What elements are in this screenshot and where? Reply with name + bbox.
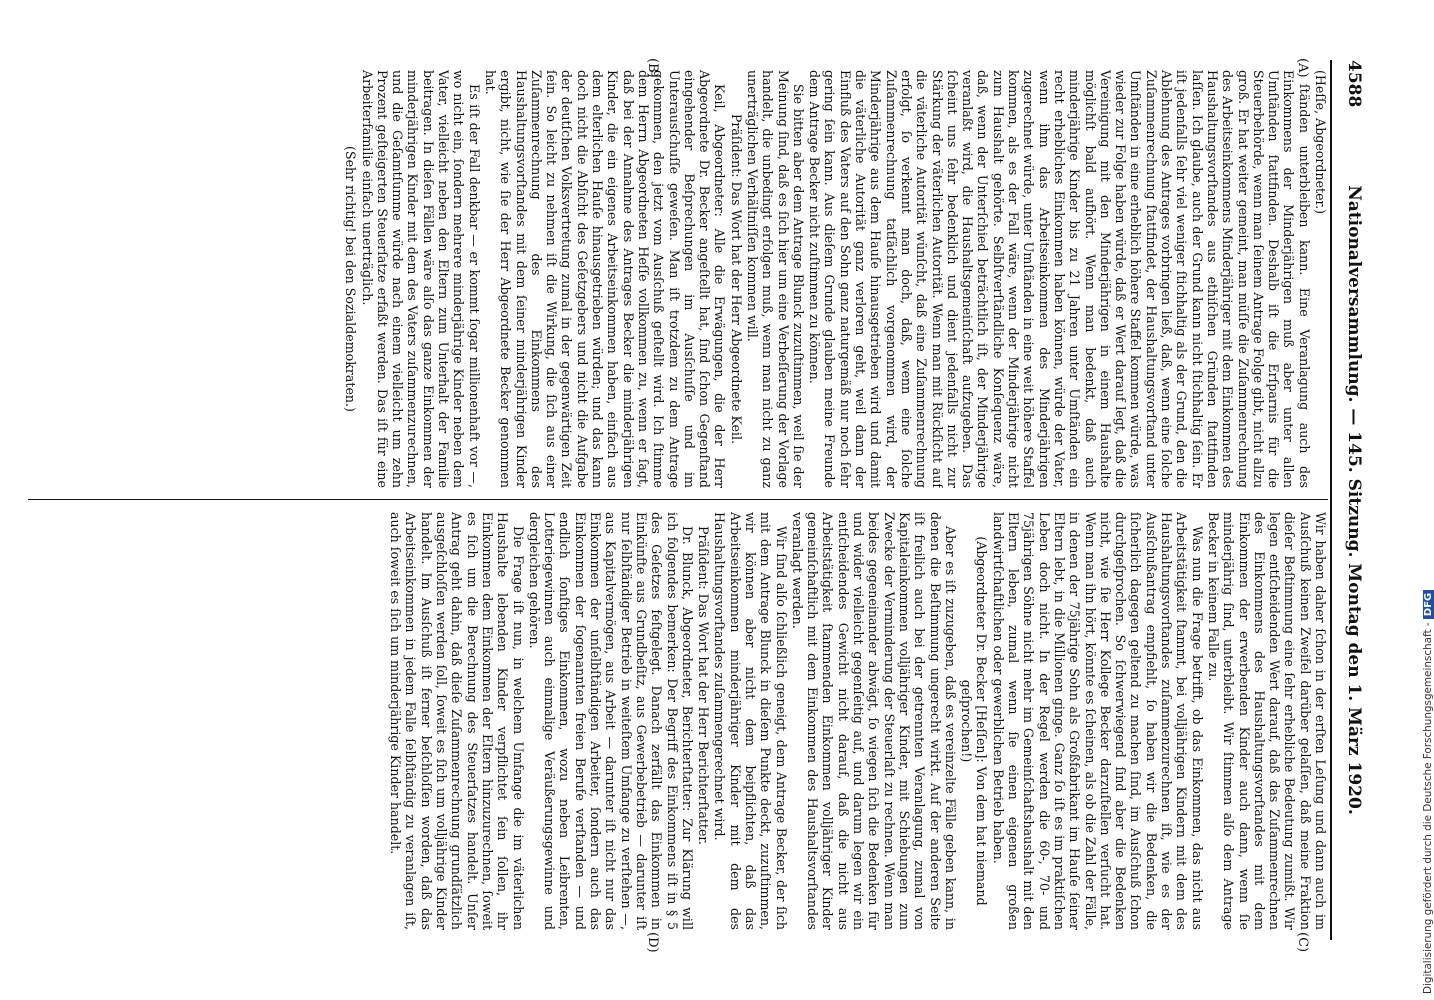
president-line: Präſident: Das Wort hat der Herr Abgeordnete Keil. <box>728 113 744 445</box>
page-title: Nationalversammlung. — 145. Sitzung. Montag den 1. März 1920. <box>1344 185 1364 815</box>
left-column <box>20 70 1328 488</box>
paragraph: Es iſt der Fall denkbar — er kommt ſogar millionenhaft vor —, wo nicht ein, ſondern mehrere minderjährige Kinder neben dem Vater, vielleicht neben den Eltern zum Unterhalt der Familie beitragen. In dieſen Fällen wäre alſo das ganze Einkommen der minderjährigen Kinder mit dem des Vaters zuſammenzurechnen, und die Geſamtſumme würde nach einem vielleicht um zehn Prozent geſteigerten Steuerſatze erfaßt werden. Das iſt für eine Arbeiterfamilie einfach unerträglich. <box>359 70 482 488</box>
page-header <box>1336 60 1376 940</box>
digitization-credit <box>1408 6 1434 996</box>
paragraph: Wir ſind alſo ſchließlich geneigt, dem Antrage Becker, der ſich mit dem Antrage Blunck in dieſem Punkte deckt, zuzuſtimmen, wir können aber nicht dem beipflichten, daß das Arbeitseinkommen minderjähriger Kinder mit dem des Haushaltungsvorſtandes zuſammengerechnet wird. <box>712 512 789 930</box>
column-divider <box>28 499 1328 500</box>
paragraph: Dr. Blunck, Abgeordneter, Berichterſtatter: Zur Klärung will ich folgendes bemerken: Der Begriff des Einkommens iſt in § 5 des Geſetzes feſtgelegt. Danach zerfällt das Einkommen in Einkünfte aus Grundbeſitz, aus Gewerbebetrieb — darunter iſt nur ſelbſtändiger Betrieb in weiteſtem Umfange zu verſtehen —, aus Kapitalvermögen, aus Arbeit — darunter iſt nicht nur das Einkommen der unſelbſtändigen Arbeiter, ſondern auch das Einkommen der ſogenannten freien Berufe verſtanden — und endlich ſonſtiges Einkommen, wozu neben Leibrenten, Lotteriegewinnen auch einmalige Veräußerungsgewinne und dergleichen gehören. <box>526 512 695 930</box>
margin-mark-b: (B) <box>645 58 660 78</box>
paragraph: Aber es iſt zuzugeben, daß es vereinzelte Fälle geben kann, in denen die Beſtimmung ungerecht wirkt. Auf der anderen Seite iſt freilich auch bei der getrennten Veranlagung, zumal von Kapitaleinkommen volljähriger Kinder, mit Schiebungen zum Zwecke der Verminderung der Steuerlaſt zu rechnen. Wenn man beides gegeneinander abwägt, ſo wiegen ſich die Bedenken für und wider vielleicht gegenſeitig auf, und darum legen wir ein entſcheidendes Gewicht nicht darauf, daß die nicht aus Arbeitstätigkeit ſtammenden Einkommen volljähriger Kinder gemeinſchaftlich mit dem Einkommen des Haushaltsvorſtandes veranlagt werden. <box>789 512 958 930</box>
dfg-logo: DFG <box>1423 590 1434 619</box>
paragraph: Was nun die Frage betrifft, ob das Einkommen, das nicht aus Arbeitstätigkeit ſtammt, bei volljährigen Kindern mit dem des Haushaltungsvorſtandes zuſammenzurechnen iſt, wie es der Ausſchußantrag empfiehlt, ſo haben wir die Bedenken, die ſicherlich dagegen geltend zu machen ſind, im Ausſchuß ſchon durchgeſprochen. So ſchwerwiegend ſind aber die Bedenken nicht, wie ſie Herr Kollege Becker darzuſtellen verſucht hat. Wenn man ihn hört, könnte es ſcheinen, als ob die Zahl der Fälle, in denen der 75jährige Sohn als Großfabrikant im Hauſe ſeiner Eltern lebt, in die Millionen ginge. Ganz ſo iſt es im praktiſchen Leben doch nicht. In der Regel werden die 60-, 70- und 75jährigen Söhne nicht mehr im Gemeinſchaftshaushalt mit den Eltern leben, zumal wenn ſie einen eigenen großen landwirtſchaftlichen oder gewerblichen Betrieb haben. <box>990 512 1205 930</box>
header-rule <box>1330 60 1332 940</box>
speaker-continuation: (Heſſe, Abgeordneter.) <box>1313 70 1328 215</box>
paragraph: Sie bitten aber dem Antrage Blunck zuzuſtimmen, weil ſie der Meinung ſind, daß es ſich hier um eine Verbeſſerung der Vorlage handelt, die unbedingt erfolgen muß, wenn man nicht zu ganz unerträglichen Verhältniſſen kommen will. <box>745 70 806 488</box>
right-column <box>20 512 1328 930</box>
margin-mark-c: (C) <box>1295 932 1310 953</box>
page-number: 4588 <box>1344 60 1364 108</box>
interjection: (Abgeordneter Dr. Becker [Heſſen]: Von dem hat niemand geſprochen!) <box>959 536 990 906</box>
margin-mark-a: (A) <box>1295 58 1310 78</box>
margin-mark-d: (D) <box>645 932 660 953</box>
paragraph: Wir haben daher ſchon in der erſten Leſung und dann auch im Ausſchuß keinen Zweifel darüber gelaſſen, daß meine Fraktion dieſer Beſtimmung eine ſehr erhebliche Bedeutung zumißt. Wir legen entſcheidenden Wert darauf, daß das Zuſammenrechnen des Einkommens des Haushaltungsvorſtandes mit dem Einkommen der erwerbenden Kinder auch dann, wenn ſie minderjährig ſind, unterbleibt. Wir ſtimmen alſo dem Antrage Becker in keinem Falle zu. <box>1205 512 1328 930</box>
president-line: Präſident: Das Wort hat der Herr Berichterſtatter. <box>696 526 712 846</box>
credit-text: Digitalisierung gefördert durch die Deutsche Forschungsgemeinschaft - <box>1422 622 1434 994</box>
paragraph: Die Frage iſt nun, in welchem Umfange die im väterlichen Haushalte lebenden Kinder verpflichtet ſein ſollen, ihr Einkommen dem Einkommen der Eltern hinzuzurechnen, ſoweit es ſich um die Berechnung des Steuerſatzes handelt. Unſer Antrag geht dahin, daß dieſe Zuſammenrechnung grundſätzlich ausgeſchloſſen werden ſoll, ſoweit es ſich um volljährige Kinder handelt. Im Ausſchuß iſt ferner beſchloſſen worden, daß das Arbeitseinkommen in jedem Falle ſelbſtändig zu veranlagen iſt, auch ſoweit es ſich um minderjährige Kinder handelt. <box>388 512 526 930</box>
paragraph: Keil, Abgeordneter: Alle die Erwägungen, die der Herr Abgeordnete Dr. Becker angeſtellt hat, ſind ſchon Gegenſtand eingehender Beſprechungen im Ausſchuſſe und im Unterausſchuſſe geweſen. Man iſt trotzdem zu dem Antrage gekommen, den jetzt vom Ausſchuß geſtellt wird. Ich ſtimme dem Herrn Abgeordneten Heſſe vollkommen zu, wenn er ſagt, daß bei der Annahme des Antrages Becker die minderjährigen Kinder, die ein eigenes Arbeitseinkommen haben, einfach aus dem elterlichen Hauſe hinausgetrieben würden; und das kann doch nicht die Abſicht des Geſetzgebers und nicht die Aufgabe der deutſchen Volksvertretung zumal in der gegenwärtigen Zeit ſein. So leicht zu nehmen iſt die Wirkung, die ſich aus einer Zuſammenrechnung des Einkommens des Haushaltungsvorſtandes mit dem ſeiner minderjährigen Kinder ergibt, nicht, wie ſie der Herr Abgeordnete Becker genommen hat. <box>482 70 728 488</box>
paragraph: ſtänden unterbleiben kann. Eine Veranlagung auch des Einkommens der Minderjährigen muß aber unter allen Umſtänden ſtattfinden. Deshalb iſt die Erſparnis für die Steuerbehörde, wenn man ſeinem Antrage Folge gibt, nicht allzu groß. Er hat weiter gemeint, man müſſe die Zuſammenrechnung des Arbeitseinkommens Minderjähriger mit dem Einkommen des Haushaltungsvorſtandes aus ethiſchen Gründen ſtattfinden laſſen. Ich glaube, auch der Grund kann nicht ſtichhaltig ſein. Er iſt jedenfalls ſehr viel weniger ſtichhaltig als der Grund, den die Ablehnung des Antrages vorbringen ließ, daß, wenn eine ſolche Zuſammenrechnung ſtattfindet, der Haushaltungsvorſtand unter Umſtänden in eine erheblich höhere Staffel kommen würde, was wieder zur Folge haben würde, daß er Wert darauf legt, daß die Vereinigung mit den Minderjährigen in einem Haushalte möglichſt bald aufhört. Wenn man bedenkt, daß auch minderjährige Kinder bis zu 21 Jahren unter Umſtänden ein recht erhebliches Einkommen haben können, würde der Vater, wenn ihm das Arbeitseinkommen des Minderjährigen zugerechnet würde, unter Umſtänden in eine weit höhere Staffel kommen, als es der Fall wäre, wenn der Minderjährige nicht zum Haushalt gehörte. Selbſtverſtändliche Konſequenz wäre, daß, wenn der Unterſchied beträchtlich iſt, der Minderjährige veranlaßt wird, die Haushaltsgemeinſchaft aufzugeben. Das ſcheint uns ſehr bedenklich und dient jedenfalls nicht zur Stärkung der väterlichen Autorität. Wenn man mit Rückſicht auf die väterliche Autorität wünſcht, daß eine Zuſammenrechnung erfolgt, ſo verkennt man doch, daß, wenn eine ſolche Zuſammenrechnung tatſächlich vorgenommen wird, der Minderjährige aus dem Hauſe hinausgetrieben wird und damit die väterliche Autorität ganz verloren geht, weil dann der Einfluß des Vaters auf den Sohn ganz naturgemäß nur noch ſehr gering ſein kann. Aus dieſem Grunde glauben meine Freunde dem Antrage Becker nicht zuſtimmen zu können. <box>807 70 1312 488</box>
applause-note: (Sehr richtig! bei den Sozialdemokraten.) <box>343 146 359 412</box>
